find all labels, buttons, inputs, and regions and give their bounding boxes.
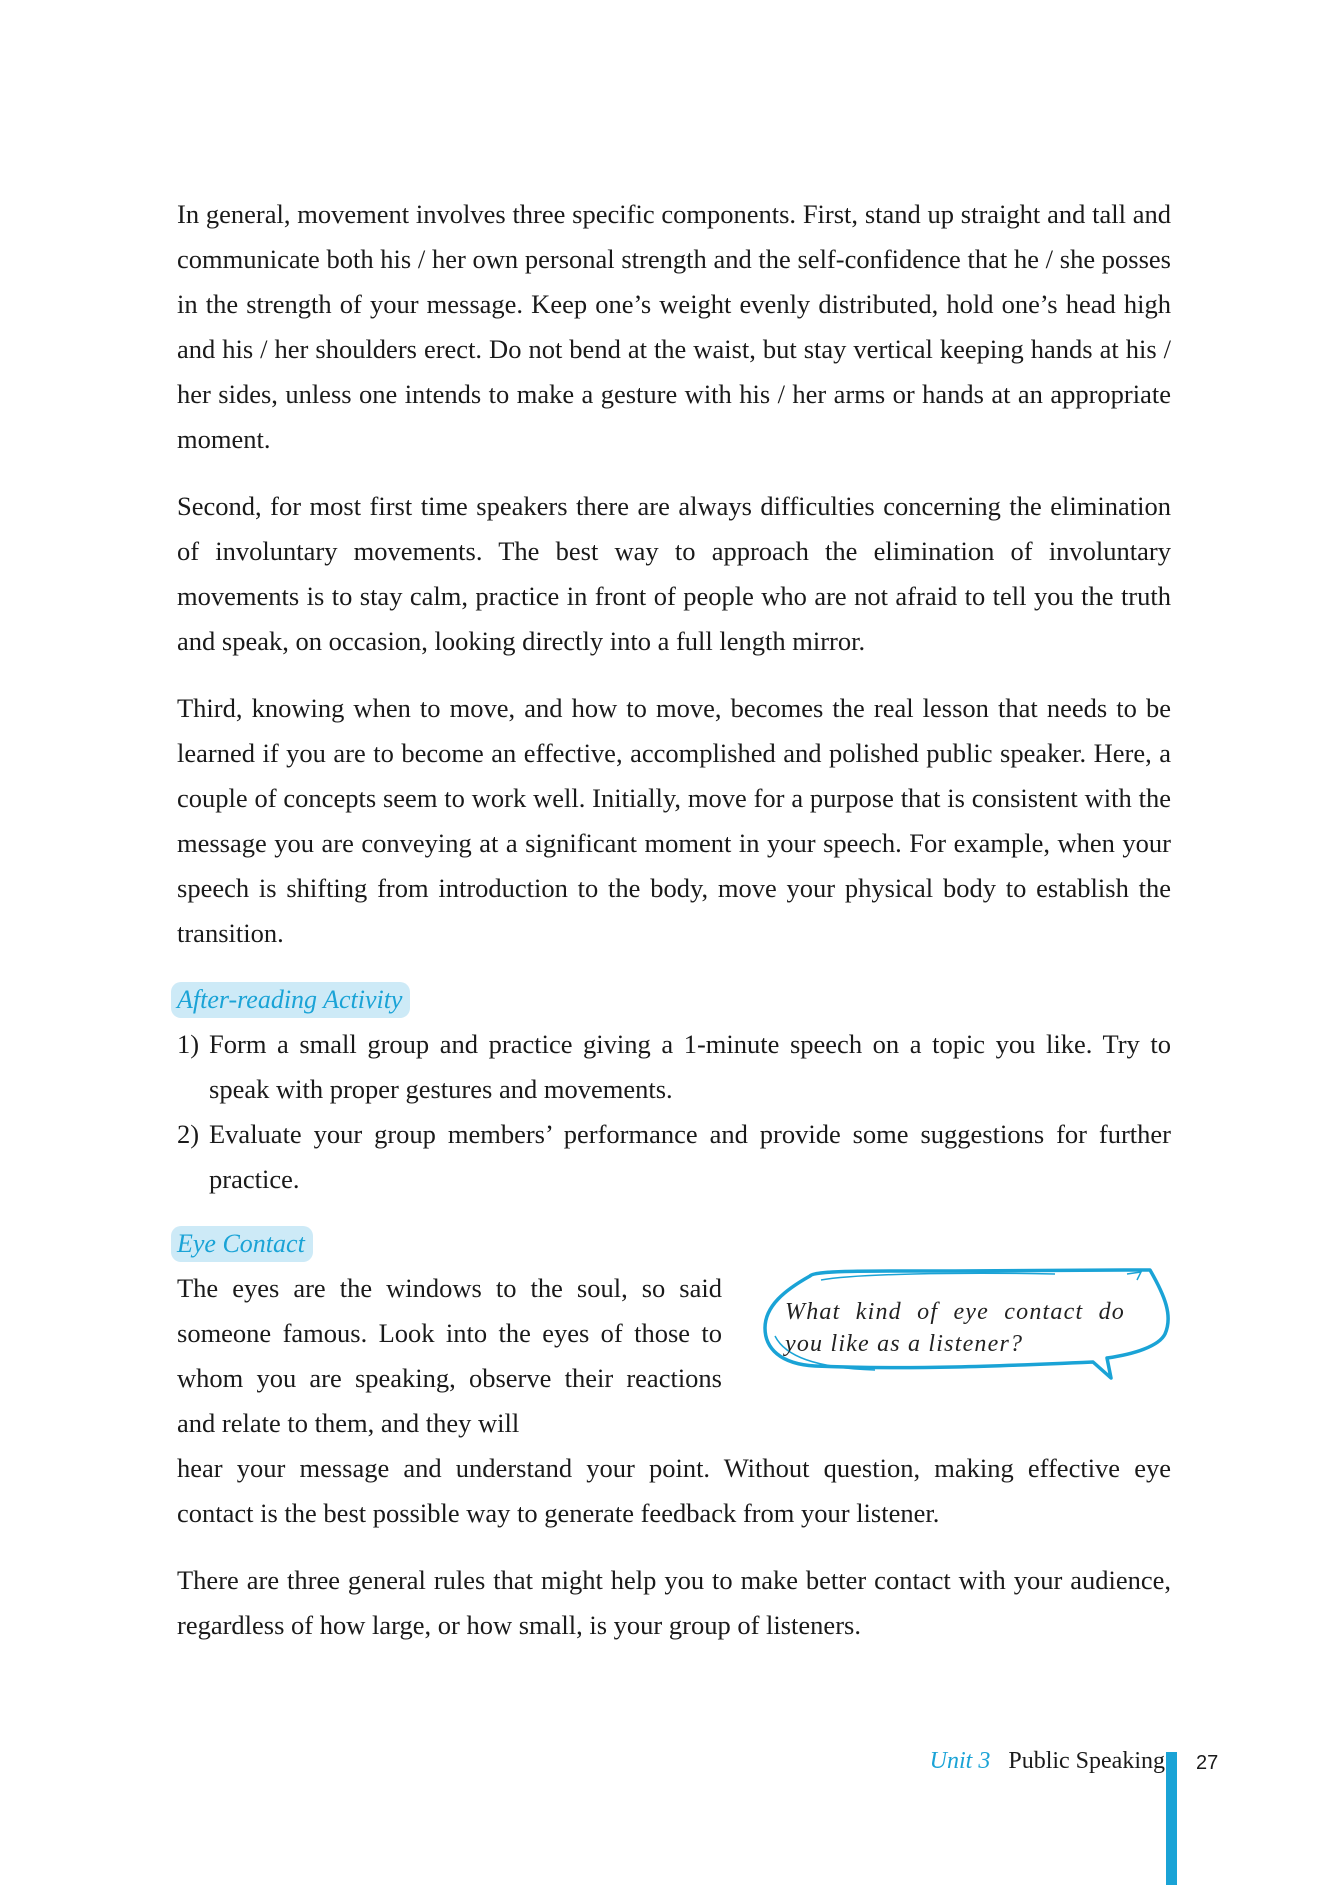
speech-bubble [755,1266,1175,1400]
footer-unit-label: Unit 3 [929,1748,991,1774]
speech-bubble-question: What kind of eye contact do you like as a listener? [785,1299,1125,1357]
activity-item [177,1112,1171,1202]
paragraph-involuntary-movements: Second, for most first time speakers there are always difficulties concerning the elimination of involuntary movements. The best way to approach the elimination of involuntary movements is to stay calm, practice in front of people who are not afraid to tell you the truth and speak, on occasion, looking directly into a full length mirror. [177,491,1171,656]
activity-item-number: 1) [177,1029,200,1059]
footer-unit-title: Public Speaking [1008,1748,1165,1774]
page-footer [930,1748,1165,1775]
page-number: 27 [1196,1752,1219,1774]
paragraph-movement-components: In general, movement involves three specific components. First, stand up straight and tall and communicate both his / her own personal strength and the self-confidence that he / she posses in the strength of your message. Keep one’s weight evenly distributed, hold one’s head high and his / her shoulders erect. Do not bend at the waist, but stay vertical keeping hands at his / her sides, unless one intends to make a gesture with his / her arms or hands at an appropriate moment. [177,199,1171,454]
eye-contact-block [177,1266,1171,1446]
activity-item-text: Evaluate your group members’ performance and provide some suggestions for further practice. [209,1119,1171,1194]
eye-contact-heading-row [177,1222,1171,1266]
activity-list [177,1022,1171,1202]
paragraph-three-rules: There are three general rules that might help you to make better contact with your audience, regardless of how large, or how small, is your group of listeners. [177,1565,1171,1640]
after-reading-activity-heading: After-reading Activity [171,982,410,1018]
activity-item-number: 2) [177,1119,200,1149]
footer-accent-bar [1166,1752,1177,1885]
eye-contact-left-column [177,1266,722,1446]
paragraph-when-to-move: Third, knowing when to move, and how to move, becomes the real lesson that needs to be learned if you are to become an effective, accomplished and polished public speaker. Here, a couple of concepts seem to work well. Initially, move for a purpose that is consistent with the message you are conveying at a significant moment in your speech. For example, when your speech is shifting from introduction to the body, move your physical body to establish the transition. [177,693,1171,948]
activity-item [177,1022,1171,1112]
page-content [177,192,1171,1670]
paragraph-eye-contact-continued: hear your message and understand your point. Without question, making effective eye contact is the best possible way to generate feedback from your listener. [177,1453,1171,1528]
activity-item-text: Form a small group and practice giving a 1-minute speech on a topic you like. Try to speak with proper gestures and movements. [209,1029,1171,1104]
after-reading-heading-row [177,978,1171,1022]
eye-contact-heading: Eye Contact [171,1226,313,1262]
paragraph-eyes-windows: The eyes are the windows to the soul, so said someone famous. Look into the eyes of those to whom you are speaking, observe their reactions and relate to them, and they will [177,1273,722,1438]
